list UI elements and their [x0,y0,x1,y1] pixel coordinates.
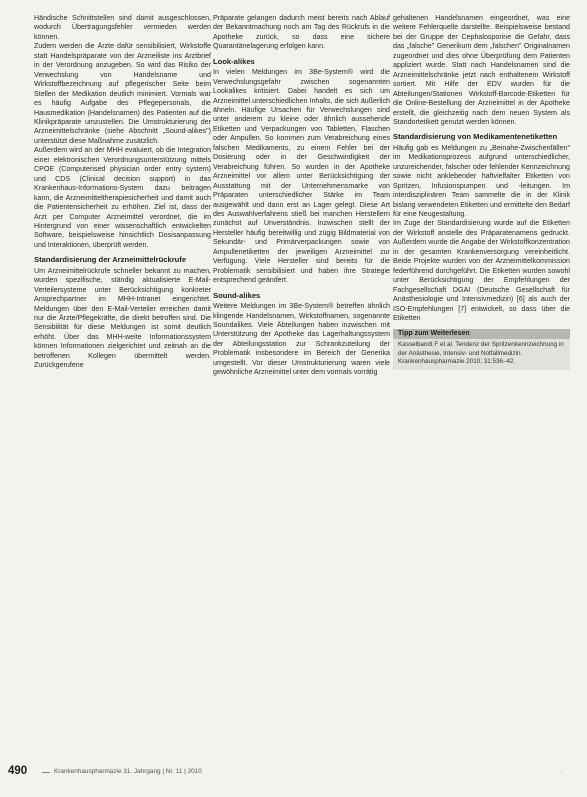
text-column-1 [34,14,211,371]
paragraph: Händische Schnittstellen sind damit ausgeschlossen, wodurch Übertragungsfehler vermieden werden können. [34,14,211,41]
page-number: 490 [8,765,28,777]
reading-tip-title: Tipp zum Weiterlesen [393,329,570,339]
section-heading: Look-alikes [213,56,255,66]
section-heading: Standardisierung von Medikamentenetiketten [393,132,558,142]
paragraph: gehaltenen Handelsnamen eingeordnet, was eine weitere Fehlerquelle darstellte. Beispielsweise bestand bei der Gruppe der Cephalosporine die Gefahr, dass das „falsche" Generikum dem „falschen" Originalnamen zugeordnet und dies ohne Überprüfung dem Patienten appliziert wurde. Statt nach Handelsnamen sind die Arzneimittelschränke jetzt nach enthaltenem Wirkstoff sortiert. Mit Hilfe der EDV wurden für die Abteilungen/Stationen Wirkstoff-Barcode-Etiketten für die Online-Bestellung der Arzneimittel in der Apotheke erstellt, die gleichzeitig nach dem neuen System als Standortetikett genutzt werden können. [393,14,570,126]
page-footer [0,763,587,781]
reading-tip-box [393,329,570,370]
paragraph: Präparate gelangen dadurch meist bereits nach Ablauf der Bekanntmachung noch am Tag des Rückrufs in die Apotheke zurück, so dass eine sichere Quarantänelagerung erfolgen kann. [213,14,390,51]
paragraph: Häufig gab es Meldungen zu „Beinahe-Zwischenfällen" im Medikationsprozess aufgrund unterschiedlicher, unzureichender, falscher oder fehlender Kennzeichnung sowie nicht anklebender haftvielfalter Etiketten von Spritzen, Infusionspumpen und -leitungen. Im interdisziplinären Team sammelte die in der Klinik bislang verwendeten Etiketten und ermittelte den Bedarf für eine Neugestaltung. [393,143,570,219]
paragraph: Außerdem wird an der MHH evaluiert, ob die Integration einer elektronischen Verordnungsunterstützung mittels CPOE (Computerised physician order entry system) und CDS (Clinical decision support) in das Krankenhaus-Informations-System dazu beitragen kann, die Arzneimitteltherapiesicherheit und damit auch die Patientensicherheit zu erhöhen. Ziel ist, dass der Arzt per Computer Arzneimittel verordnet, die im Hintergrund von einer wissenschaftlich entwickelten Software, beispielsweise hinsichtlich Dosisanpassung und Interaktionen, überprüft werden. [34,146,211,249]
paragraph: In vielen Meldungen im 3Be-System® wird die Verwechslungsgefahr zwischen sogenannten Lookalikes kritisiert. Dabei handelt es sich um Arzneimittel unterschiedlichen Inhalts, die sich äußerlich ähneln. Häufige Ursachen für Verwechslungen sind unter anderem zu kleine oder ähnlich aussehende Etiketten und Verpackungen von Tabletten, Flaschen oder Ampullen. So kommen zum Verabreichung eines falschen Medikaments, zu einem Fehler bei der Dosierung oder in der Geschwindigkeit der Verabreichung führen. So wurden in der Apotheke Arzneimittel vor allem unter Berücksichtigung der Ausstattung mit der Unternehmensmarke von Präparaten unterschiedlicher Stärke im Team ausgewählt und dann erst an Lager gelegt. Diese Art des Auswahlverfahrens stieß bei manchen Herstellern zunächst auf Unverständnis. Inzwischen stellt der Hersteller häufig bereitwillig und zügig Bildmaterial von Sekundär- und Primärverpackungen sowie von Ampullenetiketten der jeweiligen Arzneimittel zur Verfügung. Viele Hersteller sind bereits für die Problematik sensibilisiert und haben ihre Strategie entsprechend geändert. [213,68,390,285]
footer-divider [42,772,50,773]
paragraph: Zudem werden die Ärzte dafür sensibilisiert, Wirkstoffe statt Handelspräparate von der Arzneiliste ins Arztbrief in der Verordnung anzugeben. So wird das Risiko der Verwechslung von Handelsname und Wirkstoffbezeichnung auf pflegerischer Seite beim Stellen der Medikation deutlich minimiert. Vormals war es häufig Aufgabe des Pflegepersonals, die Hausmedikation (Handelsnamen) des Patienten auf die Klinikpräparate umzustellen. Die Umstrukturierung der Arzneimittelschränke (siehe Abschnitt „Sound-alikes") unterstützt diese Maßnahme zusätzlich. [34,42,211,145]
footer-mark: · [560,768,563,775]
text-column-3 [393,14,570,370]
journal-citation: Krankenhauspharmazie 31. Jahrgang | Nr. 11 | 2010 [54,768,202,775]
paragraph: Um Arzneimittelrückrufe schneller bekannt zu machen, wurden spezifische, ständig aktualisierte E-Mail-Verteilersysteme unter Berücksichtigung konkreter Ansprechpartner im MHH-Intranet eingerichtet. Meldungen über den E-Mail-Verteiler erreichen damit nur die Ärzte/Pflegekräfte, die direkt betroffen sind. Die Sensibilität für diese Meldungen ist somit deutlich erhöht. Über das MHH-weite Informationssystem können Informationen zielgerichtet und zeitnah an die betroffenen Kollegen übermittelt werden. Zurückgerufene [34,266,211,370]
reading-tip-reference: Kasselbandt F et al. Tendenz der Spritzenkennzeichnung in der Anästhesie, Intensiv- und Notfallmedizin. Krankenhauspharmazie 2010; 31:536–42. [398,341,564,366]
text-column-2 [213,14,390,378]
section-heading: Sound-alikes [213,290,261,300]
paragraph: Weitere Meldungen im 3Be-System® betreffen ähnlich klingende Handelsnamen, Wirkstoffnamen, sogenannte Soundalikes. Viele Äbteilungen haben inzwischen mit Unterstützung der Apotheke das Lagerhaltungssystem der Abteilungsstation zur Schrankzuteilung der Problematik insbesondere im Bereich der Generika umgestellt. Vor dieser Umstrukturierung waren viele gewöhnliche Arzneimittel unter dem vormals vorrätig [213,302,390,377]
section-heading: Standardisierung der Arzneimittelrückrufe [34,255,187,265]
paragraph: Im Zuge der Standardisierung wurde auf die Etiketten der Wirkstoff anstelle des Präparatenamens gedruckt. Außerdem wurde die Angabe der Wirkstoffkonzentration in der gesamten Krankenversorgung vereinheitlicht. Beide Projekte wurden von der Arzneimittelkommission federführend durchgeführt. Die Etiketten wurden sowohl unter Berücksichtigung der Empfehlungen der Fachgesellschaft DGAI (Deutsche Gesellschaft für Anästhesiologie und Intensivmedizin) [6] als auch der ISO-Empfehlungen [7] entwickelt, so dass über die Etiketten [393,219,570,322]
